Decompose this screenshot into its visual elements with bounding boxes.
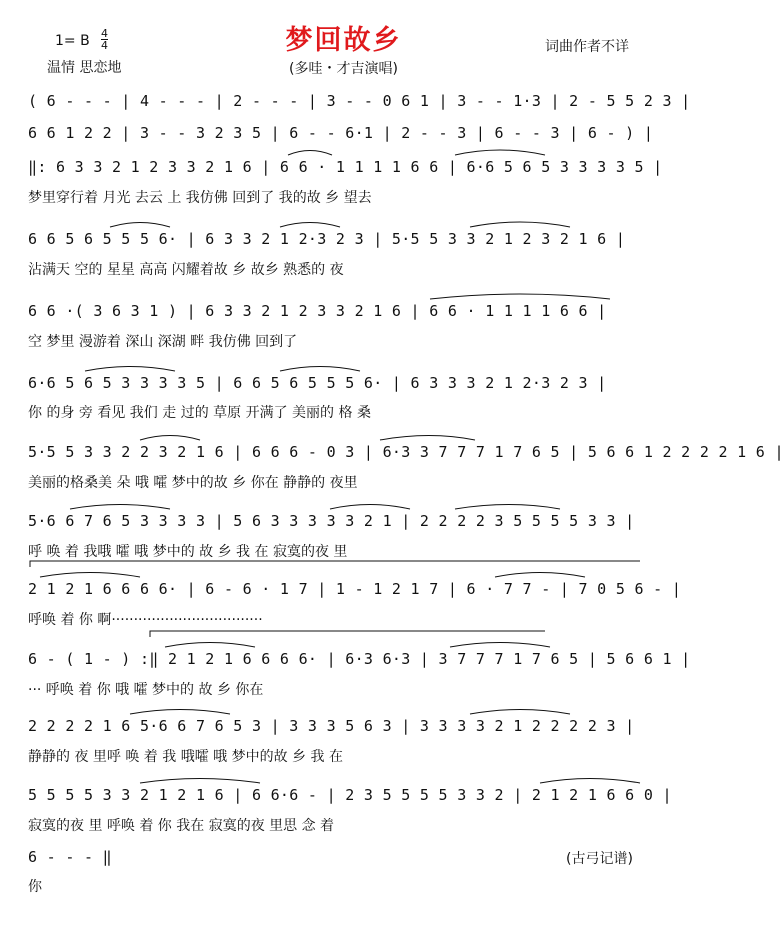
- slur: [280, 223, 340, 228]
- transcriber-credit: (古弓记谱): [566, 851, 633, 867]
- slur: [110, 223, 170, 228]
- lyric-line: 你 的身 旁 看见 我们 走 过的 草原 开满了 美丽的 格 桑: [28, 405, 371, 421]
- slur: [280, 367, 360, 372]
- notation-line: 6 6 ·( 3 6 3 1 ) | 6 3 3 2 1 2 3 3 2 1 6 | 6 6 · 1 1 1 1 6 6 |: [28, 302, 607, 320]
- lyric-line: 呼 唤 着 我哦 嚯 哦 梦中的 故 乡 我 在 寂寞的夜 里: [28, 544, 348, 560]
- notation-line: 5·5 5 3 3 2 2 3 2 1 6 | 6 6 6 - 0 3 | 6·3 3 7 7 7 1 7 6 5 | 5 6 6 1 2 2 2 2 1 6 |: [28, 443, 784, 461]
- notation-line: ( 6 - - - | 4 - - - | 2 - - - | 3 - - 0 6 1 | 3 - - 1·3 | 2 - 5 5 2 3 |: [28, 92, 691, 110]
- lyric-line: 梦里穿行着 月光 去云 上 我仿佛 回到了 我的故 乡 望去: [28, 190, 372, 206]
- volta-bracket-1: [30, 561, 640, 567]
- slur: [540, 779, 640, 784]
- composer-credit: 词曲作者不详: [545, 39, 629, 55]
- slur: [140, 436, 200, 441]
- notation-line: 5·6 6 7 6 5 3 3 3 3 | 5 6 3 3 3 3 3 2 1 | 2 2 2 2 3 5 5 5 5 3 3 |: [28, 512, 635, 530]
- lyric-line: 空 梦里 漫游着 深山 深湖 畔 我仿佛 回到了: [28, 334, 298, 350]
- slur: [380, 436, 475, 441]
- slur: [470, 710, 570, 715]
- lyric-line: ··· 呼唤 着 你 哦 嚯 梦中的 故 乡 你在: [28, 682, 264, 698]
- notation-line: 6 - ( 1 - ) :‖ 2 1 2 1 6 6 6 6· | 6·3 6·3 | 3 7 7 7 1 7 6 5 | 5 6 6 1 |: [28, 650, 691, 668]
- slur: [70, 505, 170, 510]
- slur: [455, 505, 560, 510]
- lyric-line: 呼唤 着 你 啊··································: [28, 612, 263, 628]
- time-signature-top: 4: [101, 27, 108, 40]
- slur: [430, 294, 610, 299]
- slur: [85, 367, 175, 372]
- slur: [470, 222, 570, 227]
- slur: [130, 710, 230, 715]
- notation-line: 2 1 2 1 6 6 6 6· | 6 - 6 · 1 7 | 1 - 1 2 1 7 | 6 · 7 7 - | 7 0 5 6 - |: [28, 580, 682, 598]
- key-signature: 1= B: [55, 33, 90, 49]
- lyric-line: 你: [28, 879, 42, 895]
- slur: [495, 573, 585, 578]
- slur: [450, 643, 550, 648]
- lyric-line: 美丽的格桑美 朵 哦 嚯 梦中的故 乡 你在 静静的 夜里: [28, 475, 358, 491]
- slur: [330, 505, 410, 510]
- lyric-line: 沾满天 空的 星星 高高 闪耀着故 乡 故乡 熟悉的 夜: [28, 262, 344, 278]
- notation-line: 6 - - - ‖: [28, 848, 112, 866]
- slur: [165, 643, 255, 648]
- lyric-line: 寂寞的夜 里 呼唤 着 你 我在 寂寞的夜 里思 念 着: [28, 818, 335, 834]
- notation-line: 6·6 5 6 5 3 3 3 3 5 | 6 6 5 6 5 5 5 6· | 6 3 3 3 2 1 2·3 2 3 |: [28, 374, 607, 392]
- lyric-line: 静静的 夜 里呼 唤 着 我 哦嚯 哦 梦中的故 乡 我 在: [28, 749, 343, 765]
- slur: [455, 150, 545, 155]
- volta-bracket-2: [150, 631, 545, 637]
- expression-marking: 温情 思恋地: [47, 60, 122, 76]
- song-title: 梦回故乡: [285, 25, 402, 56]
- notation-line: 5 5 5 5 3 3 2 1 2 1 6 | 6 6·6 - | 2 3 5 5 5 5 3 3 2 | 2 1 2 1 6 6 0 |: [28, 786, 672, 804]
- performer-credit: (多哇・才吉演唱): [289, 61, 398, 77]
- time-signature-bottom: 4: [101, 39, 108, 52]
- notation-line: ‖: 6 3 3 2 1 2 3 3 2 1 6 | 6 6 · 1 1 1 1 6 6 | 6·6 5 6 5 3 3 3 3 5 |: [28, 158, 663, 176]
- slur: [40, 573, 140, 578]
- slur: [140, 779, 260, 784]
- notation-line: 6 6 5 6 5 5 5 6· | 6 3 3 2 1 2·3 2 3 | 5·5 5 3 3 2 1 2 3 2 1 6 |: [28, 230, 626, 248]
- notation-line: 2 2 2 2 1 6 5·6 6 7 6 5 3 | 3 3 3 5 6 3 | 3 3 3 3 2 1 2 2 2 2 3 |: [28, 717, 635, 735]
- notation-line: 6 6 1 2 2 | 3 - - 3 2 3 5 | 6 - - 6·1 | 2 - - 3 | 6 - - 3 | 6 - ) |: [28, 124, 654, 142]
- slur: [288, 151, 332, 156]
